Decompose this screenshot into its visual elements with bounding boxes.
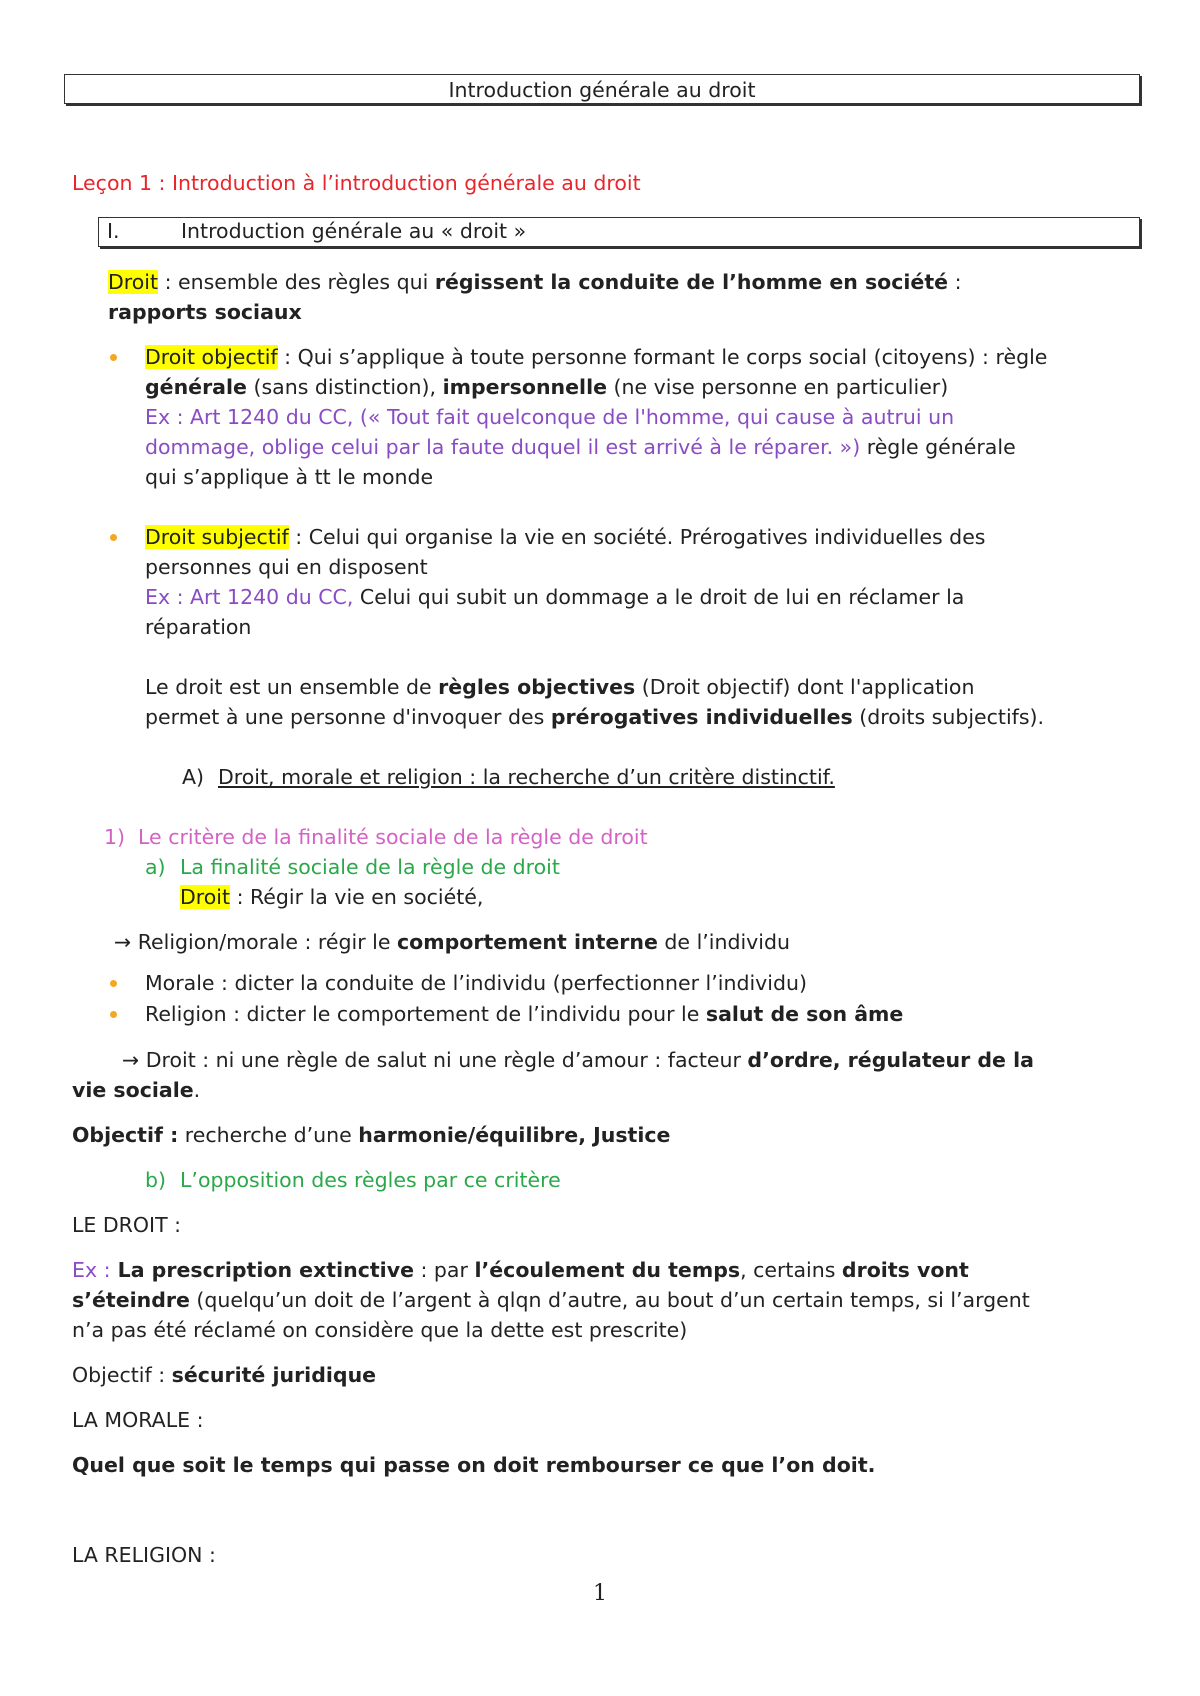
objectif-securite-line: Objectif : sécurité juridique: [72, 1363, 377, 1387]
objectif-line: Objectif : recherche d’une harmonie/équilibre, Justice: [72, 1123, 671, 1147]
criterion-b-label: b): [145, 1168, 167, 1192]
morale-bullet: Morale : dicter la conduite de l’individu (perfectionner l’individu): [145, 971, 807, 995]
objectif-line-1: Droit objectif : Qui s’applique à toute personne formant le corps social (citoyens) : règle: [145, 345, 1048, 369]
subsection-a-title: Droit, morale et religion : la recherche d’un critère distinctif.: [218, 765, 835, 789]
objectif-example-2: dommage, oblige celui par la faute duquel il est arrivé à le réparer. ») règle générale: [145, 435, 1016, 459]
morale-quote: Quel que soit le temps qui passe on doit rembourser ce que l’on doit.: [72, 1453, 876, 1477]
definition-line-1: Droit : ensemble des règles qui régissent la conduite de l’homme en société :: [108, 270, 962, 294]
prescription-line-1: Ex : La prescription extinctive : par l’écoulement du temps, certains droits vont: [72, 1258, 969, 1282]
criterion-a-label: a): [145, 855, 166, 879]
objectif-example-1: Ex : Art 1240 du CC, (« Tout fait quelconque de l'homme, qui cause à autrui un: [145, 405, 955, 429]
section-heading-box: [98, 217, 1140, 247]
subjectif-example: Ex : Art 1240 du CC, Celui qui subit un dommage a le droit de lui en réclamer la: [145, 585, 965, 609]
subjectif-term: Droit subjectif: [145, 525, 289, 549]
subjectif-line-4: réparation: [145, 615, 252, 639]
arrow-right-icon: →: [122, 1048, 140, 1072]
header-title: Introduction générale au droit: [448, 78, 756, 102]
religion-morale-line: → Religion/morale : régir le comportement interne de l’individu: [114, 930, 791, 954]
objectif-line-2: générale (sans distinction), impersonnelle (ne vise personne en particulier): [145, 375, 949, 399]
droit-arrow-line-2: vie sociale.: [72, 1078, 201, 1102]
criterion-1-title: Le critère de la finalité sociale de la règle de droit: [138, 825, 648, 849]
criterion-1-label: 1): [104, 825, 126, 849]
la-religion-heading: LA RELIGION :: [72, 1543, 216, 1567]
criterion-b-title: L’opposition des règles par ce critère: [180, 1168, 561, 1192]
bullet-icon: [110, 534, 117, 541]
bullet-icon: [110, 354, 117, 361]
page-number: 1: [593, 1581, 607, 1606]
subjectif-line-2: personnes qui en disposent: [145, 555, 428, 579]
summary-line-2: permet à une personne d'invoquer des prérogatives individuelles (droits subjectifs).: [145, 705, 1045, 729]
subsection-a-label: A): [182, 765, 205, 789]
definition-term: Droit: [108, 270, 159, 294]
summary-line-1: Le droit est un ensemble de règles objectives (Droit objectif) dont l'application: [145, 675, 975, 699]
objectif-line-4: qui s’applique à tt le monde: [145, 465, 434, 489]
prescription-line-3: n’a pas été réclamé on considère que la dette est prescrite): [72, 1318, 688, 1342]
arrow-right-icon: →: [114, 930, 132, 954]
objectif-term: Droit objectif: [145, 345, 278, 369]
le-droit-heading: LE DROIT :: [72, 1213, 182, 1237]
la-morale-heading: LA MORALE :: [72, 1408, 204, 1432]
criterion-a-title: La finalité sociale de la règle de droit: [180, 855, 560, 879]
bullet-icon: [110, 1011, 117, 1018]
section-title: Introduction générale au « droit »: [181, 219, 527, 243]
prescription-line-2: s’éteindre (quelqu’un doit de l’argent à qlqn d’autre, au bout d’un certain temps, si l’argent: [72, 1288, 1030, 1312]
header-title-box: [64, 74, 1140, 104]
section-number: I.: [107, 219, 120, 243]
bullet-icon: [110, 980, 117, 987]
religion-bullet: Religion : dicter le comportement de l’individu pour le salut de son âme: [145, 1002, 904, 1026]
droit-regir-line: Droit : Régir la vie en société,: [180, 885, 484, 909]
droit-arrow-line-1: → Droit : ni une règle de salut ni une règle d’amour : facteur d’ordre, régulateur de la: [122, 1048, 1034, 1072]
lesson-title: Leçon 1 : Introduction à l’introduction générale au droit: [72, 171, 641, 195]
subjectif-line-1: Droit subjectif : Celui qui organise la vie en société. Prérogatives individuelles des: [145, 525, 986, 549]
definition-line-2: rapports sociaux: [108, 300, 302, 324]
